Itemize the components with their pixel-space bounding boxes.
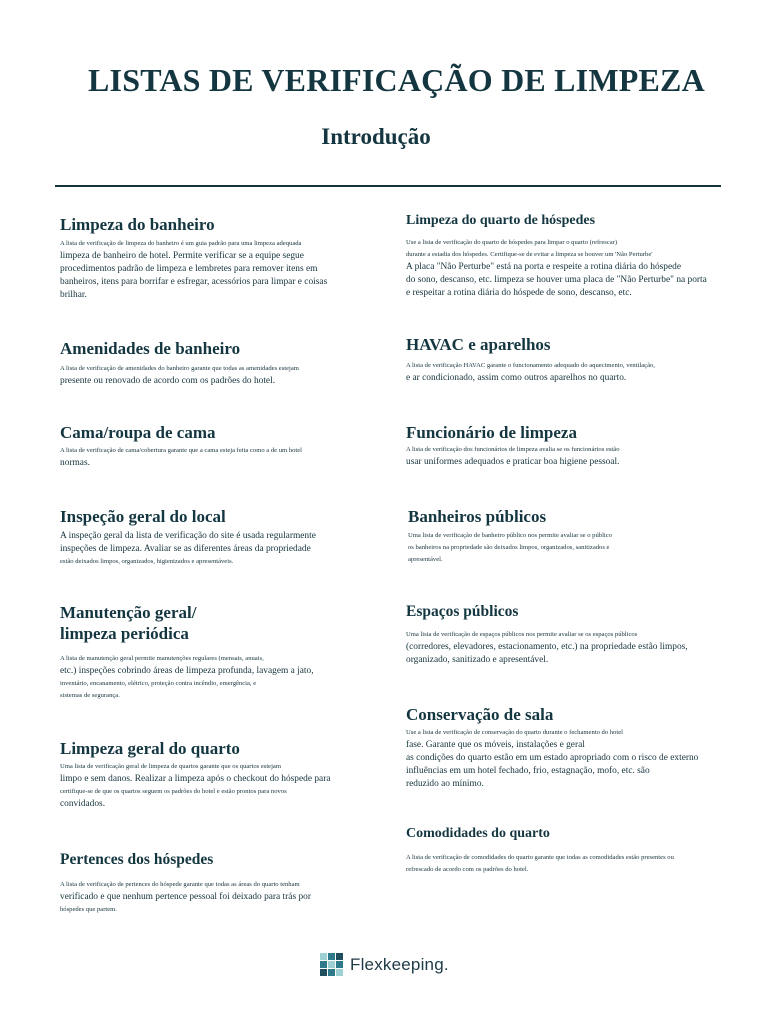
section-text-line: A inspeção geral da lista de verificação do site é usada regularmente [60,531,316,542]
section-limpeza-do-banheiro [60,214,327,302]
section-text-line: Uma lista de verificação de espaços públicos nos permite avaliar se os espaços públicos [406,631,638,639]
section-heading: Limpeza do quarto de hóspedes [406,213,596,228]
section-heading: Limpeza do banheiro [60,215,215,234]
section-inspecao-geral-do-local [60,506,316,568]
section-text-line: (corredores, elevadores, estacionamento, etc.) na propriedade estão limpos, [406,642,688,653]
section-heading: Amenidades de banheiro [60,339,241,358]
section-text-line: fase. Garante que os móveis, instalações e geral [406,740,585,751]
section-text-line: inspeções de limpeza. Avaliar se as diferentes áreas da propriedade [60,544,311,555]
brand-name: Flexkeeping. [350,954,449,974]
section-manutencao-geral [60,602,314,702]
section-text-line: refrescado de acordo com os padrões do hotel. [406,865,529,873]
section-amenidades-de-banheiro [60,338,299,388]
section-text-line: A lista de verificação de cama/cobertura garante que a cama esteja feita como a de um hotel [60,447,303,455]
section-heading: Conservação de sala [406,705,554,724]
section-text-line: brilhar. [60,290,87,301]
section-heading-line: limpeza periódica [60,624,189,644]
section-limpeza-do-quarto-de-hospedes [406,212,707,300]
section-text-line: Use a lista de verificação de conservação do quarto durante o fechamento do hotel [406,729,623,737]
section-text-line: do sono, descanso, etc. limpeza se houver uma placa de "Não Perturbe" na porta [406,274,707,285]
section-text-line: Uma lista de verificação geral de limpeza de quartos garante que os quartos estejam [60,763,281,771]
section-text-line: apresentável. [408,556,443,564]
footer-brand [320,953,449,976]
section-banheiros-publicos [408,506,612,566]
page-subtitle: Introdução [321,124,431,149]
section-text-line: estão deixados limpos, organizados, higienizados e apresentáveis. [60,558,234,566]
section-limpeza-geral-do-quarto [60,738,330,811]
section-heading: Banheiros públicos [408,507,547,526]
section-heading: Funcionário de limpeza [406,423,577,442]
section-text-line: hóspedes que partem. [60,906,117,914]
section-text-line: A lista de verificação de comodidades do quarto garante que todas as comodidades estão presentes ou [406,853,674,861]
section-text-line: Use a lista de verificação do quarto de hóspedes para limpar o quarto (refrescar) [406,238,618,246]
section-heading-line: Manutenção geral/ [60,603,197,622]
section-havac-e-aparelhos [406,334,655,385]
section-text-line: A lista de manutenção geral permite manutenções regulares (mensais, anuais, [60,654,264,662]
page-title: LISTAS DE VERIFICAÇÃO DE LIMPEZA [88,62,705,98]
section-text-line: A lista de verificação dos funcionários de limpeza avalia se os funcionários estão [406,446,620,454]
section-text-line: inventário, encanamento, elétrico, proteção contra incêndio, emergência, e [60,679,257,687]
section-text-line: as condições do quarto estão em um estado apropriado com o risco de externo [406,753,699,764]
section-heading: Pertences dos hóspedes [60,851,214,868]
section-heading: Limpeza geral do quarto [60,739,240,758]
section-heading: Inspeção geral do local [60,507,226,526]
section-text-line: e ar condicionado, assim como outros aparelhos no quarto. [406,373,627,384]
section-text-line: influências em um hotel fechado, frio, estagnação, mofo, etc. são [406,766,650,777]
flexkeeping-grid-logo-icon [320,953,343,976]
section-text-line: reduzido ao mínimo. [406,779,484,790]
section-text-line: organizado, sanitizado e apresentável. [406,655,549,666]
section-text-line: sistemas de segurança. [60,691,120,699]
section-heading: Comodidades do quarto [406,826,550,841]
section-heading: HAVAC e aparelhos [406,335,551,354]
section-text-line: limpo e sem danos. Realizar a limpeza após o checkout do hóspede para [60,774,331,785]
section-text-line: A lista de verificação de limpeza do banheiro é um guia padrão para uma limpeza adequada [60,240,302,248]
section-heading: Espaços públicos [406,603,519,620]
section-text-line: convidados. [60,799,106,810]
section-conservacao-de-sala [406,704,698,791]
section-text-line: os banheiros na propriedade são deixados limpos, organizados, sanitizados e [408,544,610,552]
section-text-line: A lista de verificação HAVAC garante o funcionamento adequado do aquecimento, ventilação, [406,362,655,370]
section-text-line: procedimentos padrão de limpeza e lembretes para remover itens em [60,264,318,275]
section-text-line: limpeza de banheiro de hotel. Permite verificar se a equipe segue [60,251,304,262]
section-text-line: certifique-se de que os quartos seguem os padrões do hotel e estão prontos para novos [60,788,287,796]
section-comodidades-do-quarto [406,825,674,876]
section-text-line: A placa "Não Perturbe" está na porta e respeite a rotina diária do hóspede [406,261,681,272]
section-text-line: durante a estadia dos hóspedes. Certifique-se de evitar a limpeza se houver um 'Não Perturbe' [406,250,653,258]
section-text-line: etc.) inspeções cobrindo áreas de limpeza profunda, lavagem a jato, [60,665,314,676]
section-funcionario-de-limpeza [406,422,620,469]
section-text-line: Uma lista de verificação de banheiro público nos permite avaliar se o público [408,532,612,540]
section-text-line: usar uniformes adequados e praticar boa higiene pessoal. [406,457,620,468]
section-pertences-dos-hospedes [60,850,311,916]
section-heading [60,602,314,645]
section-text-line: banheiros, itens para borrifar e esfregar, acessórios para limpar e coisas [60,277,328,288]
divider [55,185,721,187]
section-text-line: normas. [60,458,90,469]
section-text-line: A lista de verificação de pertences do hóspede garante que todas as áreas do quarto tenham [60,881,300,889]
section-cama-roupa-de-cama [60,422,302,470]
section-heading: Cama/roupa de cama [60,423,216,442]
section-espacos-publicos [406,602,688,667]
section-text-line: presente ou renovado de acordo com os padrões do hotel. [60,376,276,387]
section-text-line: e respeitar a rotina diária do hóspede de sono, descanso, etc. [406,287,632,298]
section-text-line: verificado e que nenhum pertence pessoal foi deixado para trás por [60,892,311,903]
section-text-line: A lista de verificação de amenidades do banheiro garante que todas as amenidades estejam [60,365,299,373]
